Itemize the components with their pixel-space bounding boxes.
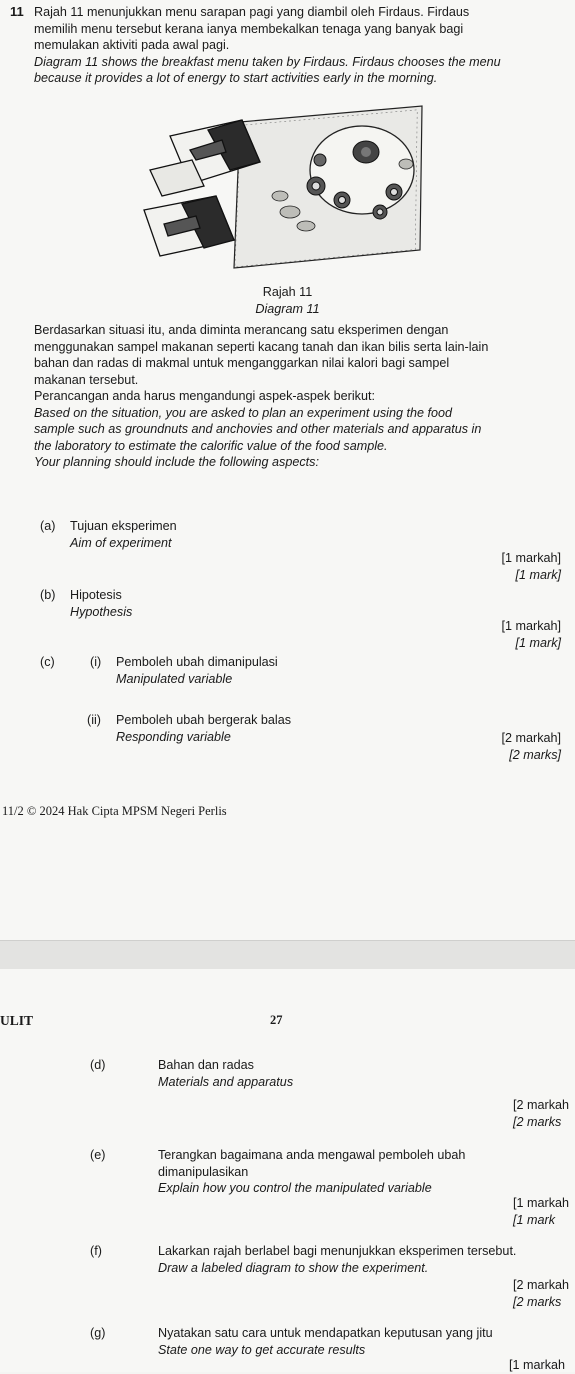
aspects-en: Your planning should include the following aspects: bbox=[34, 455, 319, 469]
part-c-ii-en: Responding variable bbox=[116, 729, 231, 744]
situation-ms-line: makanan tersebut. bbox=[34, 372, 139, 387]
part-c-ii-text bbox=[116, 712, 291, 745]
part-d-marks-en: [2 marks bbox=[513, 1114, 562, 1129]
intro-ms-line: memilih menu tersebut kerana ianya membekalkan tenaga yang banyak bagi bbox=[34, 21, 464, 36]
part-g-en: State one way to get accurate results bbox=[158, 1342, 366, 1357]
intro-ms-line: Rajah 11 menunjukkan menu sarapan pagi yang diambil oleh Firdaus. Firdaus bbox=[34, 5, 470, 19]
intro-ms-line: memulakan aktiviti pada awal pagi. bbox=[34, 38, 230, 52]
part-e-ms: dimanipulasikan bbox=[158, 1164, 249, 1179]
part-c-marks-ms: [2 markah] bbox=[501, 731, 561, 745]
diagram-label-ms: Rajah 11 bbox=[262, 285, 313, 299]
part-b-marks bbox=[502, 618, 562, 651]
part-d-ms: Bahan dan radas bbox=[158, 1058, 254, 1072]
part-c-ii-label: (ii) bbox=[87, 713, 101, 727]
intro-en-line: because it provides a lot of energy to start activities early in the morning. bbox=[34, 71, 438, 85]
part-e-text bbox=[158, 1147, 568, 1197]
part-d-text bbox=[158, 1057, 293, 1090]
part-a-marks bbox=[502, 550, 562, 583]
page-number: 27 bbox=[270, 1013, 283, 1027]
part-c-ii-ms: Pemboleh ubah bergerak balas bbox=[116, 713, 292, 727]
part-d-marks bbox=[513, 1097, 569, 1130]
situation-ms-line: menggunakan sampel makanan seperti kacang tanah dan ikan bilis serta lain-lain bbox=[34, 339, 489, 354]
diagram-caption bbox=[0, 284, 575, 317]
page-gap bbox=[0, 940, 575, 970]
part-c-i-ms: Pemboleh ubah dimanipulasi bbox=[116, 655, 278, 669]
part-f-marks bbox=[513, 1277, 569, 1310]
part-a-marks-ms: [1 markah] bbox=[501, 551, 561, 565]
part-e-label: (e) bbox=[90, 1148, 106, 1162]
part-a-text bbox=[70, 518, 177, 551]
part-f-marks-ms: [2 markah bbox=[513, 1278, 569, 1292]
part-g-text bbox=[158, 1325, 568, 1358]
part-e-ms: Terangkan bagaimana anda mengawal pemboleh ubah bbox=[158, 1148, 466, 1162]
part-g-label: (g) bbox=[90, 1326, 106, 1340]
part-f-en: Draw a labeled diagram to show the experiment. bbox=[158, 1260, 429, 1275]
part-g-ms: Nyatakan satu cara untuk mendapatkan keputusan yang jitu bbox=[158, 1326, 493, 1340]
part-c-marks bbox=[502, 730, 562, 763]
intro-en-line: Diagram 11 shows the breakfast menu taken by Firdaus. Firdaus chooses the menu bbox=[34, 54, 501, 69]
part-b-text bbox=[70, 587, 132, 620]
part-e-marks-ms: [1 markah bbox=[513, 1196, 569, 1210]
part-e-en: Explain how you control the manipulated variable bbox=[158, 1181, 432, 1195]
aspects-ms: Perancangan anda harus mengandungi aspek-aspek berikut: bbox=[34, 389, 375, 403]
part-f-text bbox=[158, 1243, 568, 1276]
part-b-label: (b) bbox=[40, 588, 56, 602]
situation-en-line: sample such as groundnuts and anchovies and other materials and apparatus in bbox=[34, 422, 482, 436]
situation-en-line: the laboratory to estimate the calorific value of the food sample. bbox=[34, 438, 388, 453]
part-g-marks: [1 markah bbox=[509, 1358, 565, 1372]
page-2 bbox=[0, 969, 575, 1372]
situation-ms-line: bahan dan radas di makmal untuk menganggarkan nilai kalori bagi sampel bbox=[34, 356, 450, 370]
part-c-i-en: Manipulated variable bbox=[116, 671, 233, 686]
part-a-label: (a) bbox=[40, 519, 56, 533]
part-c-i-label: (i) bbox=[90, 655, 102, 669]
part-f-label: (f) bbox=[90, 1244, 102, 1258]
intro-ms bbox=[34, 4, 564, 87]
part-a-ms: Tujuan eksperimen bbox=[70, 519, 177, 533]
part-b-marks-en: [1 mark] bbox=[515, 635, 561, 650]
question-number: 11 bbox=[10, 4, 24, 19]
part-d-marks-ms: [2 markah bbox=[513, 1098, 569, 1112]
situation-en-line: Based on the situation, you are asked to plan an experiment using the food bbox=[34, 405, 452, 420]
part-c-i-text bbox=[116, 654, 278, 687]
diagram-label-en: Diagram 11 bbox=[255, 301, 320, 316]
situation-text bbox=[34, 322, 564, 471]
part-d-en: Materials and apparatus bbox=[158, 1074, 294, 1089]
part-f-ms: Lakarkan rajah berlabel bagi menunjukkan eksperimen tersebut. bbox=[158, 1244, 517, 1258]
part-e-marks-en: [1 mark bbox=[513, 1212, 555, 1227]
page-header-left: ULIT bbox=[0, 1013, 34, 1028]
part-d-label: (d) bbox=[90, 1058, 106, 1072]
part-b-en: Hypothesis bbox=[70, 604, 133, 619]
part-a-marks-en: [1 mark] bbox=[515, 567, 561, 582]
part-c-label: (c) bbox=[40, 655, 55, 669]
part-a-en: Aim of experiment bbox=[70, 535, 172, 550]
part-b-ms: Hipotesis bbox=[70, 588, 122, 602]
breakfast-illustration bbox=[130, 100, 430, 280]
page-footer: 11/2 © 2024 Hak Cipta MPSM Negeri Perlis bbox=[2, 804, 227, 818]
part-b-marks-ms: [1 markah] bbox=[501, 619, 561, 633]
part-c-marks-en: [2 marks] bbox=[509, 747, 561, 762]
part-f-marks-en: [2 marks bbox=[513, 1294, 562, 1309]
situation-ms-line: Berdasarkan situasi itu, anda diminta merancang satu eksperimen dengan bbox=[34, 323, 449, 337]
part-e-marks bbox=[513, 1195, 569, 1228]
